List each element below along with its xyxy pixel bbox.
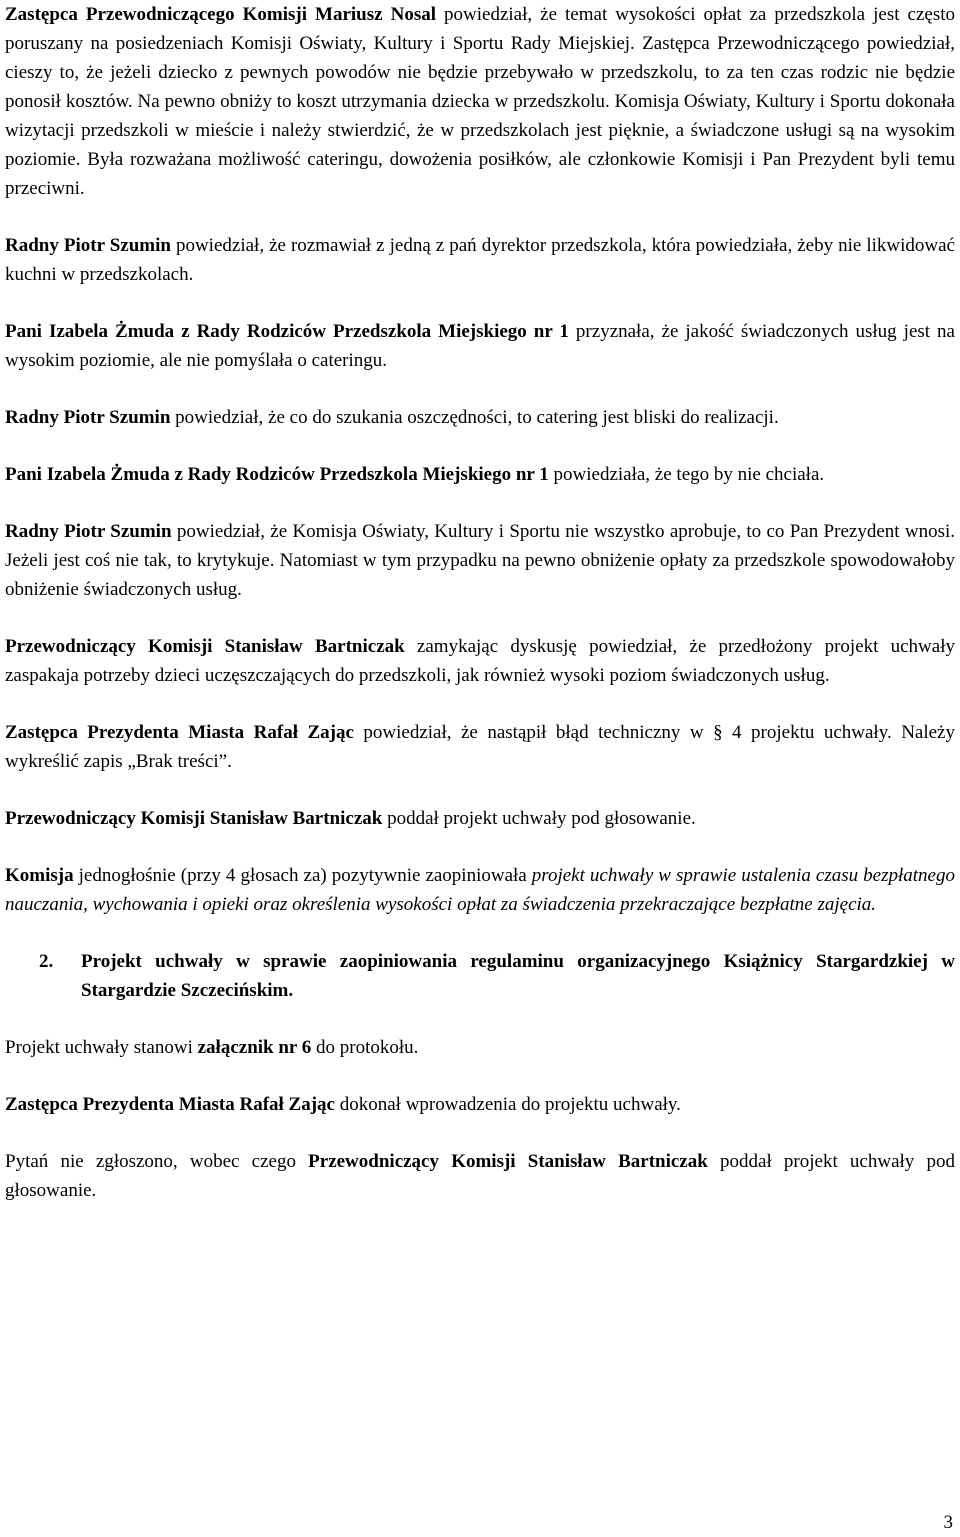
speaker-name: Przewodniczący Komisji Stanisław Bartniczak (308, 1151, 708, 1172)
speaker-name: Zastępca Prezydenta Miasta Rafał Zając (5, 722, 354, 743)
paragraph-text: poddał projekt uchwały pod głosowanie. (5, 1151, 955, 1201)
speaker-name: Pani Izabela Żmuda z Rady Rodziców Przedszkola Miejskiego nr 1 (5, 321, 569, 342)
paragraph-text: powiedział, że nastąpił błąd techniczny w § 4 projektu uchwały. Należy wykreślić zapis „Brak treści”. (5, 722, 955, 772)
speaker-name: Zastępca Przewodniczącego Komisji Mariusz Nosal (5, 4, 436, 25)
speaker-name: Pani Izabela Żmuda z Rady Rodziców Przedszkola Miejskiego nr 1 (5, 464, 549, 485)
speaker-name: Zastępca Prezydenta Miasta Rafał Zając (5, 1094, 335, 1115)
speaker-name: Przewodniczący Komisji Stanisław Bartniczak (5, 636, 405, 657)
paragraph-p7 (5, 632, 955, 690)
speaker-name: Radny Piotr Szumin (5, 407, 171, 428)
agenda-item-2 (5, 947, 955, 1005)
paragraph-text: powiedział, że co do szukania oszczędności, to catering jest bliski do realizacji. (170, 407, 779, 428)
paragraph-p5 (5, 460, 955, 489)
paragraph-text: powiedziała, że tego by nie chciała. (548, 464, 825, 485)
paragraph-text: powiedział, że rozmawiał z jedną z pań dyrektor przedszkola, która powiedziała, żeby nie likwidować kuchni w przedszkolach. (5, 235, 955, 285)
paragraph-p10 (5, 861, 955, 919)
speaker-name: Przewodniczący Komisji Stanisław Bartniczak (5, 808, 383, 829)
paragraph-p11 (5, 1033, 955, 1062)
paragraph-p4 (5, 403, 955, 432)
paragraph-p9 (5, 804, 955, 833)
paragraph-text: Pytań nie zgłoszono, wobec czego (5, 1151, 309, 1172)
paragraph-p2 (5, 231, 955, 289)
page-number: 3 (943, 1512, 953, 1533)
paragraph-p1 (5, 0, 955, 203)
agenda-item-number: 2. (39, 951, 54, 972)
paragraph-p3 (5, 317, 955, 375)
paragraph-p6 (5, 517, 955, 604)
speaker-name: Komisja (5, 865, 74, 886)
paragraph-p8 (5, 718, 955, 776)
paragraph-text: Projekt uchwały stanowi (5, 1037, 198, 1058)
paragraph-text: poddał projekt uchwały pod głosowanie. (382, 808, 696, 829)
paragraph-text: dokonał wprowadzenia do projektu uchwały. (334, 1094, 681, 1115)
speaker-name: Radny Piotr Szumin (5, 235, 171, 256)
speaker-name: Radny Piotr Szumin (5, 521, 172, 542)
paragraph-text: przyznała, że jakość świadczonych usług jest na wysokim poziomie, ale nie pomyślała o cateringu. (5, 321, 955, 371)
speaker-name: załącznik nr 6 (197, 1037, 312, 1058)
paragraph-text: powiedział, że temat wysokości opłat za przedszkola jest często poruszany na posiedzeniach Komisji Oświaty, Kultury i Sportu Rady Miejskiej. Zastępca Przewodniczącego powiedział, cieszy to, że jeżeli dziecko z pewnych powodów nie będzie przebywało w przedszkolu, to za ten czas rodzic nie będzie ponosił kosztów. Na pewno obniży to koszt utrzymania dziecka w przedszkolu. Komisja Oświaty, Kultury i Sportu dokonała wizytacji przedszkoli w mieście i należy stwierdzić, że w przedszkolach jest pięknie, a świadczone usługi są na wysokim poziomie. Była rozważana możliwość cateringu, dowożenia posiłków, ale członkowie Komisji i Pan Prezydent byli temu przeciwni. (5, 4, 956, 199)
agenda-item-title: Projekt uchwały w sprawie zaopiniowania regulaminu organizacyjnego Książnicy Stargardzkiej w Stargardzie Szczecińskim. (81, 951, 955, 1001)
paragraph-text: do protokołu. (311, 1037, 419, 1058)
document-body (5, 0, 955, 1233)
paragraph-text: powiedział, że Komisja Oświaty, Kultury i Sportu nie wszystko aprobuje, to co Pan Prezydent wnosi. Jeżeli jest coś nie tak, to krytykuje. Natomiast w tym przypadku na pewno obniżenie opłaty za przedszkole spowodowałoby obniżenie świadczonych usług. (5, 521, 955, 600)
italic-text: projekt uchwały w sprawie ustalenia czasu bezpłatnego nauczania, wychowania i opieki oraz określenia wysokości opłat za świadczenia przekraczające bezpłatne zajęcia. (5, 865, 955, 915)
paragraph-text: jednogłośnie (przy 4 głosach za) pozytywnie zaopiniowała (73, 865, 532, 886)
paragraph-p12 (5, 1090, 955, 1119)
paragraph-text: zamykając dyskusję powiedział, że przedłożony projekt uchwały zaspakaja potrzeby dzieci uczęszczających do przedszkoli, jak również wysoki poziom świadczonych usług. (5, 636, 955, 686)
paragraphs-before-item (5, 0, 955, 919)
paragraphs-after-item (5, 1033, 955, 1205)
paragraph-p13 (5, 1147, 955, 1205)
